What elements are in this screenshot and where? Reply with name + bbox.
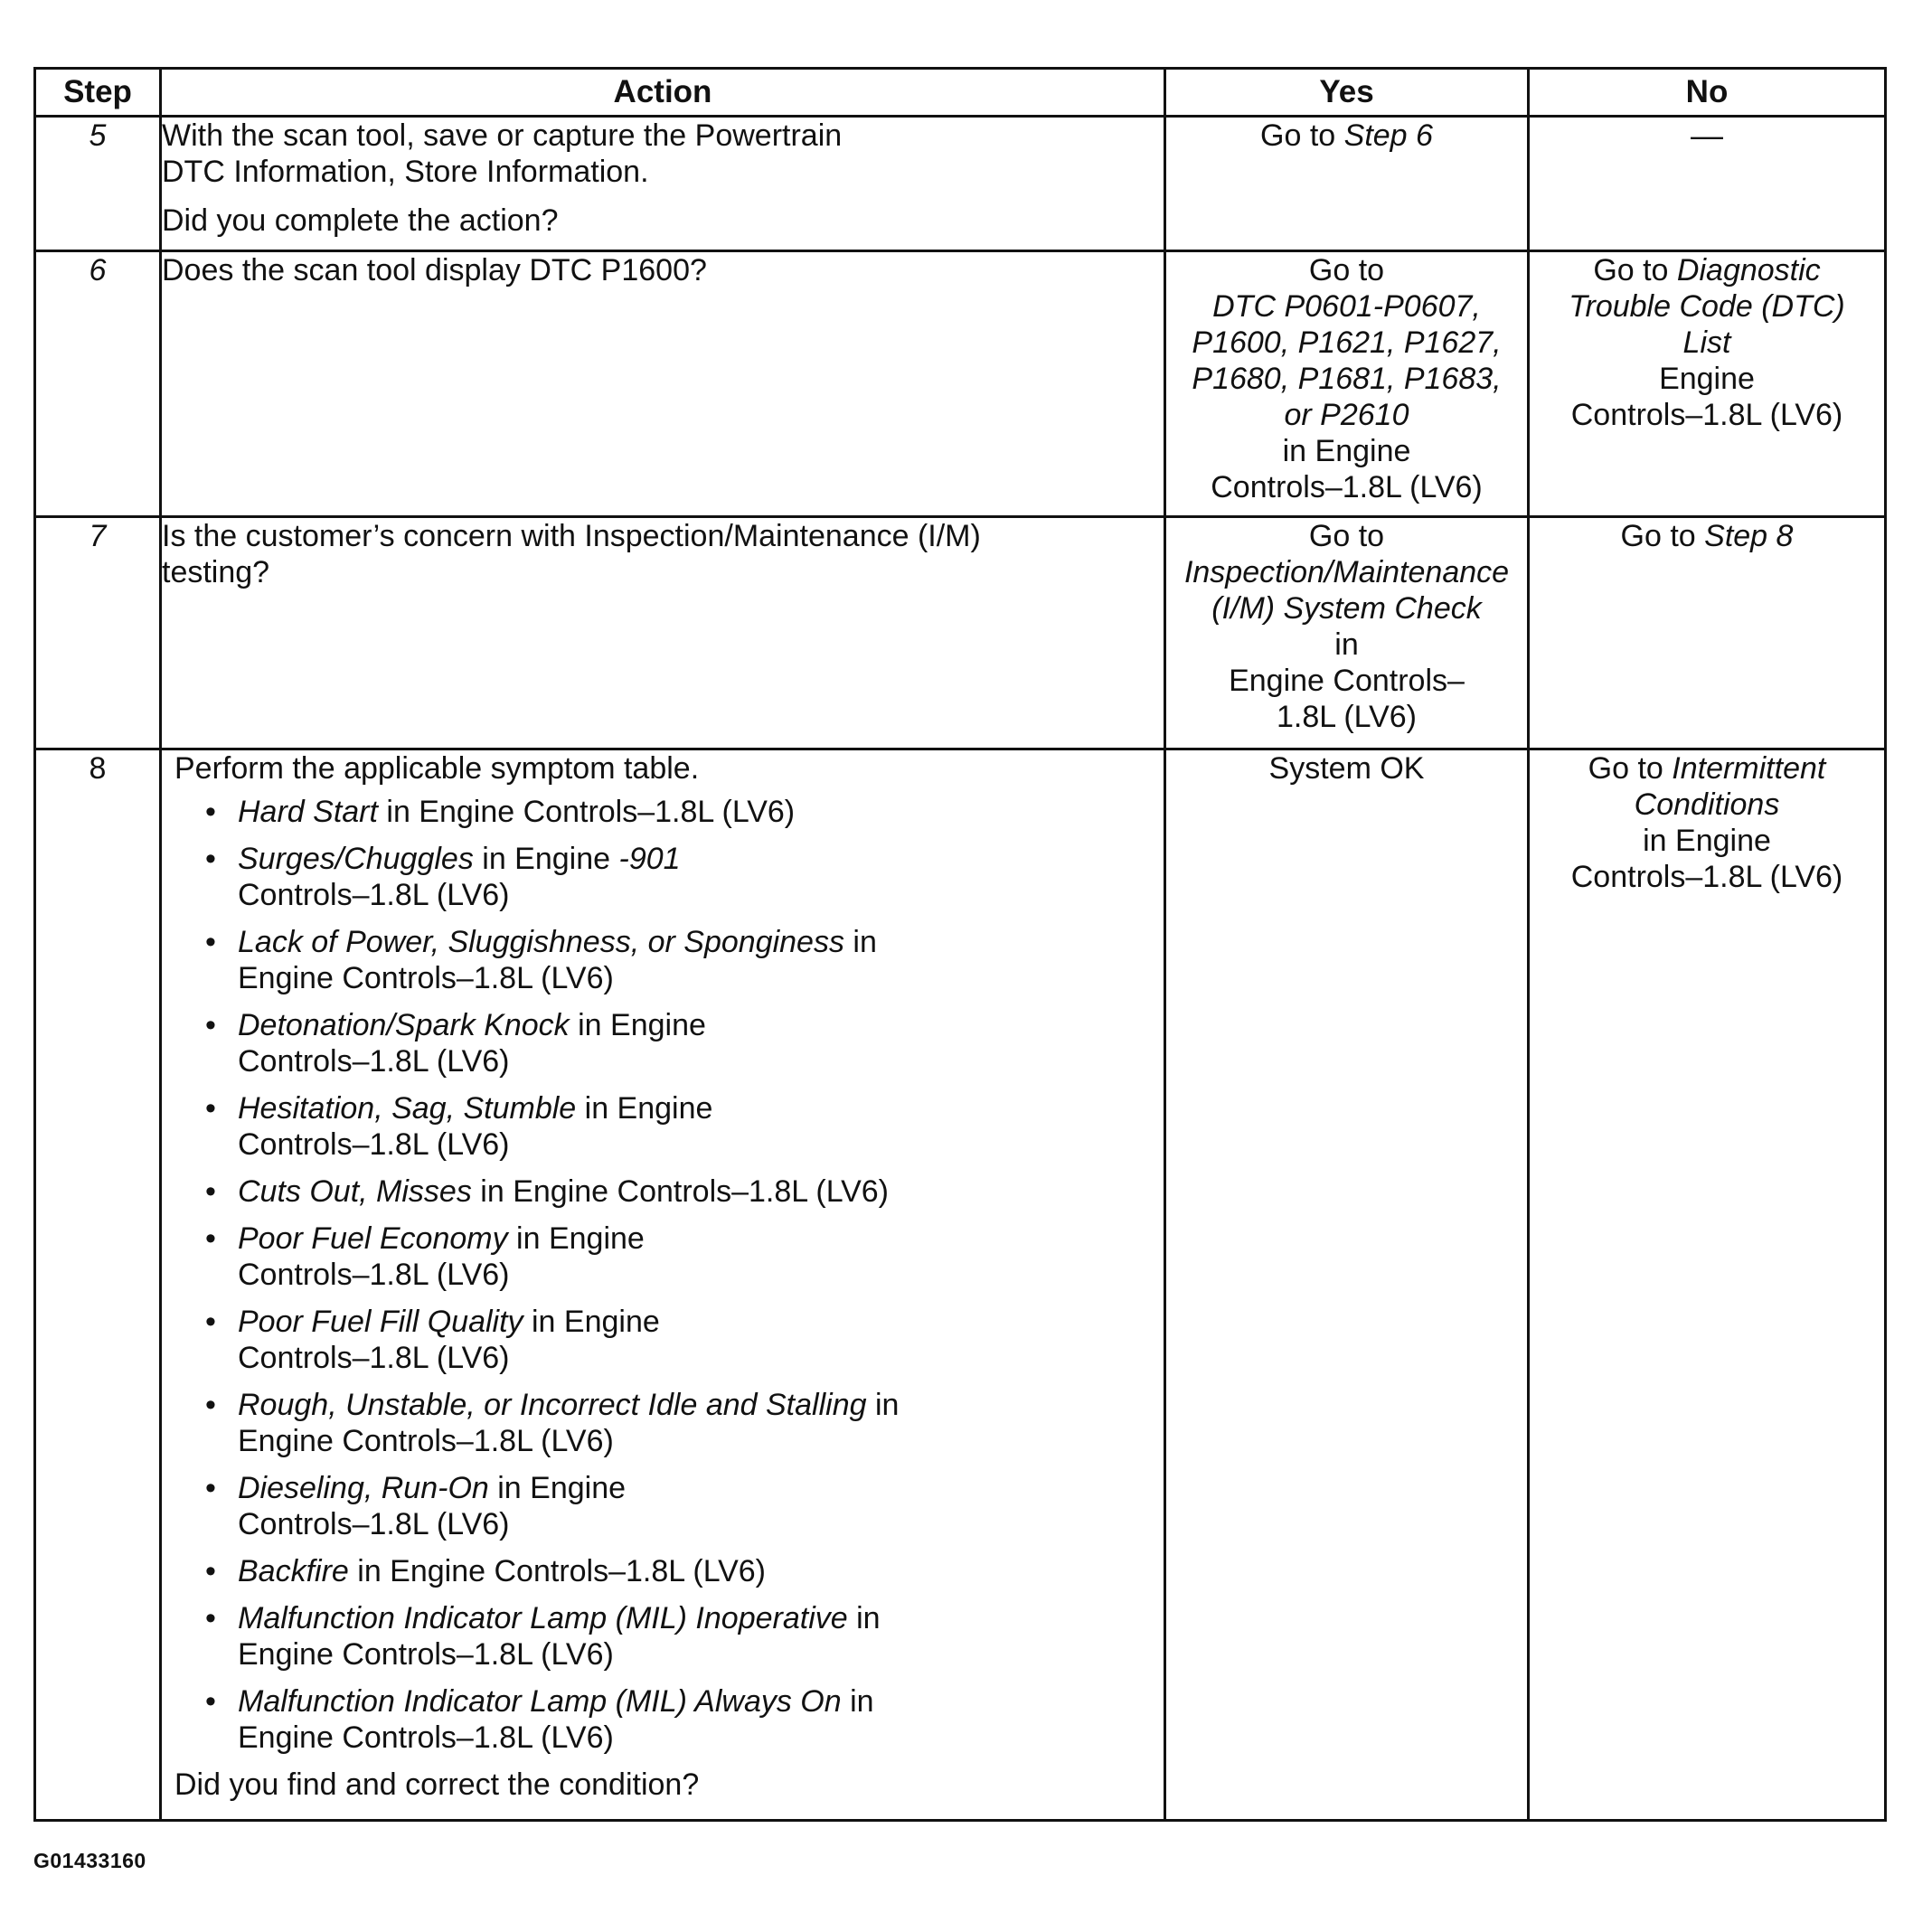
no-intermittent-link: Conditions <box>1634 787 1780 822</box>
symptom-text: in <box>843 925 877 959</box>
no-text: Controls–1.8L (LV6) <box>1570 860 1843 894</box>
no-cell <box>1529 117 1886 251</box>
yes-dtc-link: DTC P0601-P0607, <box>1212 289 1481 324</box>
yes-text: System OK <box>1268 751 1425 786</box>
yes-cell <box>1165 117 1529 251</box>
yes-im-check-link: Inspection/Maintenance <box>1183 555 1510 589</box>
symptom-item <box>202 794 1164 830</box>
yes-im-check-link: (I/M) System Check <box>1211 591 1482 626</box>
step-number: 7 <box>35 517 161 749</box>
figure-id: G01433160 <box>33 1849 146 1872</box>
yes-text: Go to <box>1308 253 1385 287</box>
no-text: Controls–1.8L (LV6) <box>1570 398 1843 432</box>
symptom-item <box>202 1683 1164 1756</box>
step-number: 6 <box>35 251 161 517</box>
symptom-link: Hesitation, Sag, Stumble <box>238 1091 577 1126</box>
table-row-step-8 <box>35 749 1886 1821</box>
header-no: No <box>1529 69 1886 117</box>
action-line: With the scan tool, save or capture the Powertrain <box>162 118 843 153</box>
symptom-text: Controls–1.8L (LV6) <box>238 878 510 912</box>
yes-cell <box>1165 749 1529 1821</box>
symptom-link: Hard Start <box>238 795 378 829</box>
yes-text: in <box>1334 627 1359 662</box>
symptom-text: in Engine <box>488 1471 627 1505</box>
no-step-link: Step 8 <box>1704 519 1794 553</box>
symptom-link: Malfunction Indicator Lamp (MIL) Always On <box>238 1684 842 1719</box>
yes-cell <box>1165 251 1529 517</box>
yes-dtc-link: P1680, P1681, P1683, <box>1192 362 1502 396</box>
action-cell <box>161 749 1165 1821</box>
yes-text: Go to <box>1308 519 1385 553</box>
symptom-link: Dieseling, Run-On <box>238 1471 489 1505</box>
symptom-text: in Engine Controls–1.8L (LV6) <box>377 795 796 829</box>
symptom-text: in Engine <box>473 842 619 876</box>
symptom-link: Backfire <box>238 1554 349 1588</box>
action-question: Did you find and correct the condition? <box>174 1767 700 1802</box>
symptom-text: in <box>866 1388 900 1422</box>
symptom-item <box>202 1387 1164 1459</box>
yes-dtc-link: or P2610 <box>1284 398 1409 432</box>
symptom-item <box>202 1553 1164 1589</box>
symptom-link: Poor Fuel Economy <box>238 1221 508 1256</box>
symptom-text: Controls–1.8L (LV6) <box>238 1258 510 1292</box>
symptom-text: Controls–1.8L (LV6) <box>238 1044 510 1079</box>
symptom-text: in <box>841 1684 874 1719</box>
header-yes: Yes <box>1165 69 1529 117</box>
yes-text: in Engine <box>1282 434 1411 468</box>
symptom-link: Poor Fuel Fill Quality <box>238 1305 523 1339</box>
yes-text: Controls–1.8L (LV6) <box>1211 470 1483 504</box>
table-row-step-7 <box>35 517 1886 749</box>
yes-text: Engine Controls– <box>1229 664 1465 698</box>
symptom-text: Controls–1.8L (LV6) <box>238 1127 510 1162</box>
symptom-text: Engine Controls–1.8L (LV6) <box>238 1424 614 1458</box>
symptom-text: in <box>847 1601 881 1635</box>
symptom-text: Engine Controls–1.8L (LV6) <box>238 1637 614 1672</box>
no-dtc-list-link: Diagnostic <box>1676 253 1821 287</box>
symptom-item <box>202 924 1164 996</box>
no-dtc-list-link: List <box>1682 325 1731 360</box>
symptom-text: in Engine Controls–1.8L (LV6) <box>348 1554 766 1588</box>
step-number: 5 <box>35 117 161 251</box>
symptom-item <box>202 1600 1164 1673</box>
symptom-item <box>202 1090 1164 1163</box>
symptom-text: in Engine Controls–1.8L (LV6) <box>471 1174 890 1209</box>
yes-cell <box>1165 517 1529 749</box>
yes-dtc-link: P1600, P1621, P1627, <box>1192 325 1502 360</box>
symptom-text: Engine Controls–1.8L (LV6) <box>238 1720 614 1755</box>
symptom-link: Malfunction Indicator Lamp (MIL) Inoperative <box>238 1601 848 1635</box>
symptom-text: Engine Controls–1.8L (LV6) <box>238 961 614 995</box>
yes-text: 1.8L (LV6) <box>1277 700 1417 734</box>
symptom-text: Controls–1.8L (LV6) <box>238 1341 510 1375</box>
symptom-text: in Engine <box>523 1305 660 1339</box>
symptom-code: -901 <box>618 842 681 876</box>
action-cell <box>161 251 1165 517</box>
symptom-text: in Engine <box>569 1008 706 1042</box>
symptom-item <box>202 1220 1164 1293</box>
action-question: Does the scan tool display DTC P1600? <box>162 253 707 287</box>
header-action: Action <box>161 69 1165 117</box>
action-question: testing? <box>162 555 270 589</box>
symptom-link: Rough, Unstable, or Incorrect Idle and Stalling <box>238 1388 867 1422</box>
action-cell <box>161 117 1165 251</box>
symptom-text: in Engine <box>576 1091 713 1126</box>
symptom-text: Controls–1.8L (LV6) <box>238 1507 510 1541</box>
no-text: Go to <box>1620 519 1705 553</box>
symptom-link: Cuts Out, Misses <box>238 1174 472 1209</box>
symptom-list <box>174 794 1164 1756</box>
no-cell <box>1529 251 1886 517</box>
table-header-row <box>35 69 1886 117</box>
action-intro: Perform the applicable symptom table. <box>174 751 700 786</box>
no-text: Engine <box>1659 362 1755 396</box>
no-dtc-list-link: Trouble Code (DTC) <box>1569 289 1845 324</box>
no-text: Go to <box>1593 253 1677 287</box>
symptom-link: Lack of Power, Sluggishness, or Sponginess <box>238 925 844 959</box>
no-text: Go to <box>1588 751 1673 786</box>
action-question: Is the customer’s concern with Inspection/Maintenance (I/M) <box>162 519 981 553</box>
no-cell <box>1529 517 1886 749</box>
table-row-step-5 <box>35 117 1886 251</box>
symptom-item <box>202 1173 1164 1210</box>
symptom-text: in Engine <box>507 1221 645 1256</box>
yes-text: Go to <box>1260 118 1344 153</box>
no-text: in Engine <box>1643 824 1771 858</box>
symptom-item <box>202 841 1164 913</box>
no-dash: — <box>1691 117 1723 154</box>
no-cell <box>1529 749 1886 1821</box>
symptom-link: Detonation/Spark Knock <box>238 1008 570 1042</box>
yes-step-link: Step 6 <box>1343 118 1433 153</box>
action-question: Did you complete the action? <box>162 203 559 238</box>
action-line: DTC Information, Store Information. <box>162 155 649 189</box>
header-step: Step <box>35 69 161 117</box>
step-number: 8 <box>35 749 161 1821</box>
symptom-item <box>202 1007 1164 1079</box>
symptom-item <box>202 1470 1164 1542</box>
table-row-step-6 <box>35 251 1886 517</box>
no-intermittent-link: Intermittent <box>1672 751 1826 786</box>
action-cell <box>161 517 1165 749</box>
symptom-item <box>202 1304 1164 1376</box>
symptom-link: Surges/Chuggles <box>238 842 474 876</box>
diagnostic-table <box>33 67 1887 1822</box>
